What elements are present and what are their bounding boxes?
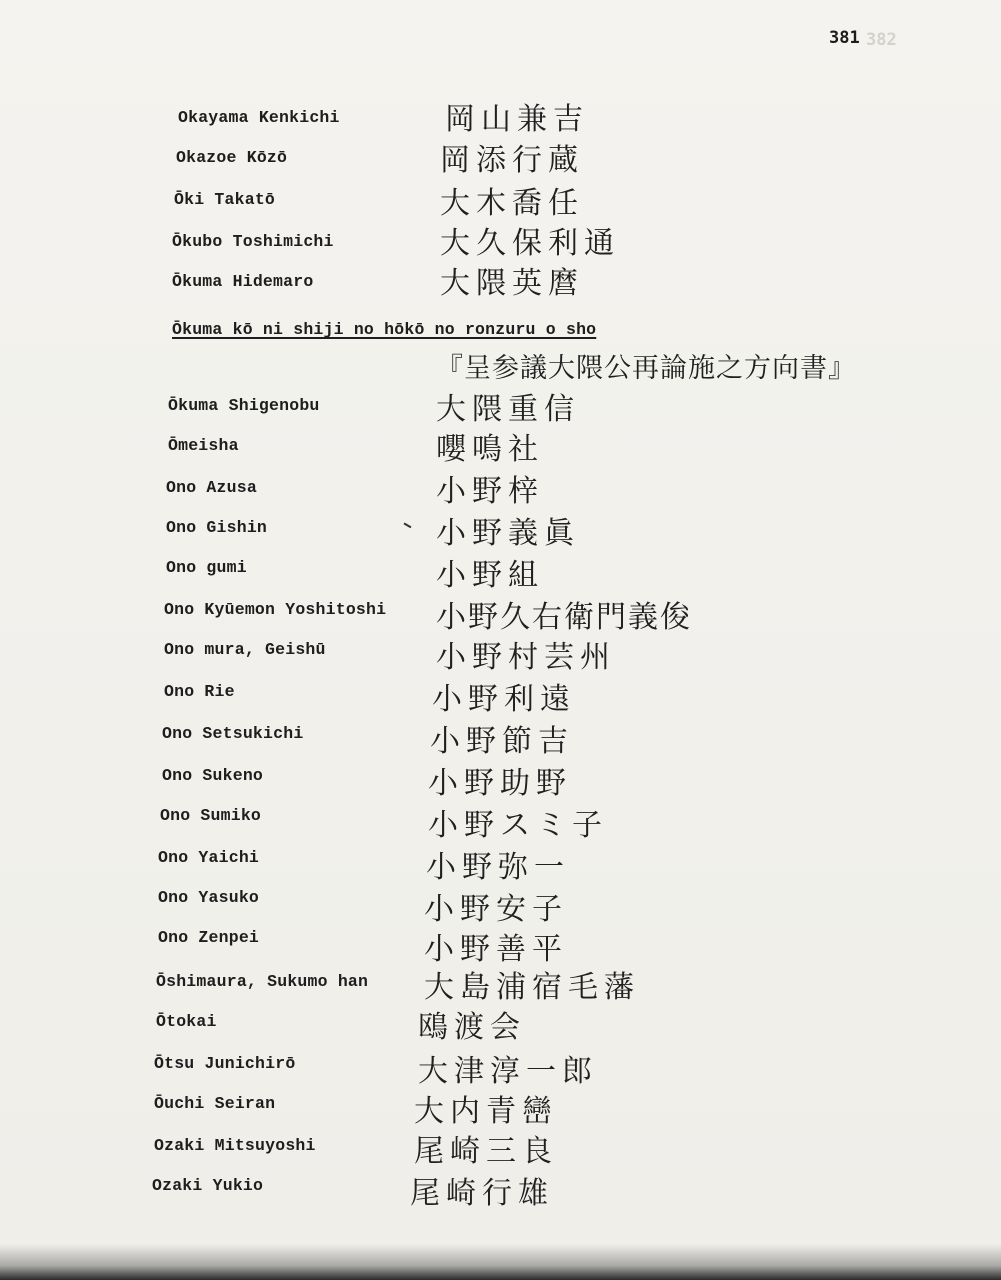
romanized-term: Ōtokai	[156, 1012, 217, 1031]
kanji-term: 小野梓	[436, 474, 544, 509]
romanized-term: Okazoe Kōzō	[176, 148, 288, 167]
romanized-term: Ono Sumiko	[160, 806, 262, 825]
romanized-term: Ōki Takatō	[174, 190, 276, 209]
romanized-term: Ōkuma Hidemaro	[172, 272, 314, 291]
kanji-term: 小野助野	[428, 766, 572, 801]
kanji-term: 大久保利通	[440, 226, 620, 261]
romanized-term: Ono Rie	[164, 682, 235, 701]
romanized-term: Ōkubo Toshimichi	[172, 232, 334, 251]
kanji-term: 小野スミ子	[428, 808, 608, 843]
romanized-term: Okayama Kenkichi	[178, 108, 340, 127]
romanized-term: Ono Setsukichi	[162, 724, 304, 743]
kanji-term: 『呈参議大隈公再論施之方向書』	[436, 353, 856, 384]
romanized-term: Ono Gishin	[166, 518, 268, 537]
kanji-term: 大島浦宿毛藩	[424, 970, 640, 1005]
romanized-term: Ōkuma Shigenobu	[168, 396, 320, 415]
kanji-term: 小野組	[436, 558, 544, 593]
page-edge-shadow	[0, 1244, 1001, 1280]
kanji-term: 尾崎三良	[414, 1134, 558, 1169]
kanji-term: 小野弥一	[426, 850, 570, 885]
kanji-term: 小野利遠	[432, 682, 576, 717]
kanji-term: 小野節吉	[430, 724, 574, 759]
kanji-term: 小野安子	[424, 892, 568, 927]
kanji-term: 岡添行蔵	[440, 143, 584, 178]
romanized-term: Ozaki Mitsuyoshi	[154, 1136, 316, 1155]
romanized-term: Ono Yasuko	[158, 888, 260, 907]
romanized-term: Ono gumi	[166, 558, 247, 577]
kanji-term: 小野善平	[424, 932, 568, 967]
romanized-term: Ōuchi Seiran	[154, 1094, 276, 1113]
romanized-term: Ono Azusa	[166, 478, 257, 497]
romanized-term: Ono Zenpei	[158, 928, 260, 947]
kanji-term: 大内青巒	[414, 1094, 558, 1129]
romanized-term: Ozaki Yukio	[152, 1176, 264, 1195]
bleed-through-page-number: 382	[866, 30, 897, 50]
kanji-term: 尾崎行雄	[410, 1176, 554, 1211]
kanji-term: 小野義眞	[436, 516, 580, 551]
kanji-term: 岡山兼吉	[445, 102, 589, 137]
kanji-term: 大隈英麿	[440, 266, 584, 301]
page-number: 381	[829, 28, 860, 48]
kanji-term: 大隈重信	[436, 392, 580, 427]
romanized-term: Ono Sukeno	[162, 766, 264, 785]
kanji-term: 大津淳一郎	[418, 1054, 598, 1089]
pen-mark	[401, 523, 412, 534]
kanji-term: 大木喬任	[440, 186, 584, 221]
romanized-term: Ono mura, Geishū	[164, 640, 326, 659]
kanji-term: 小野久右衛門義俊	[436, 600, 692, 635]
kanji-term: 小野村芸州	[436, 640, 616, 675]
romanized-term: Ono Yaichi	[158, 848, 260, 867]
kanji-term: 嚶鳴社	[436, 432, 544, 467]
kanji-term: 鴎渡会	[418, 1010, 526, 1045]
romanized-term: Ōmeisha	[168, 436, 239, 455]
romanized-term: Ōtsu Junichirō	[154, 1054, 296, 1073]
romanized-term: Ōkuma kō ni shiji no hōkō no ronzuru o sho	[172, 320, 597, 339]
romanized-term: Ōshimaura, Sukumo han	[156, 972, 369, 991]
romanized-term: Ono Kyūemon Yoshitoshi	[164, 600, 387, 619]
